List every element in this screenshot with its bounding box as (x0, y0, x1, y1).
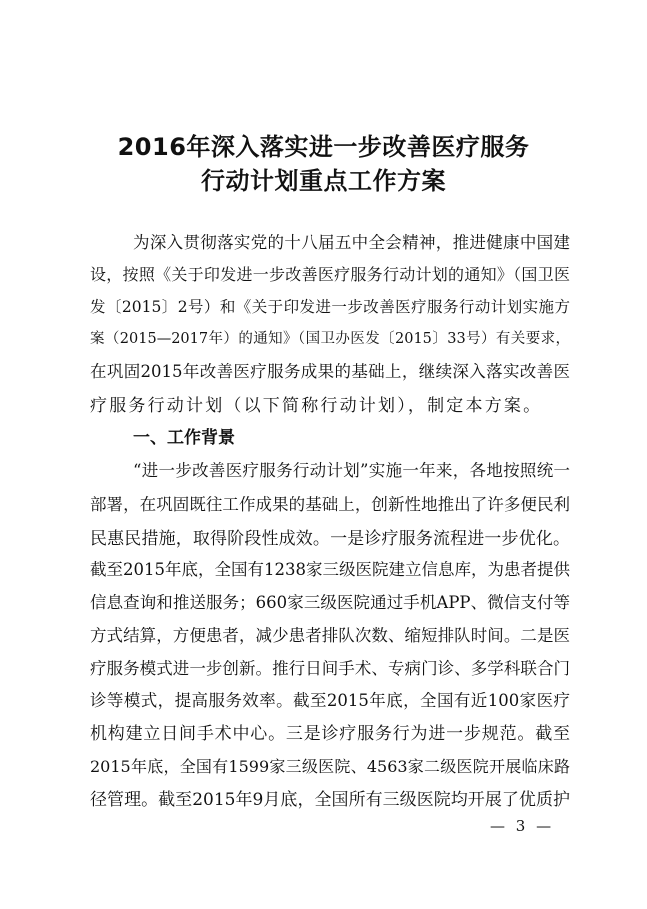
section-heading: 一、工作背景 (133, 428, 235, 448)
paragraph-2-line: 截至2015年底，全国有1238家三级医院建立信息库，为患者提供 (90, 560, 570, 579)
paragraph-2-line: 疗服务模式进一步创新。推行日间手术、专病门诊、多学科联合门 (90, 659, 570, 678)
paragraph-2-line: 民惠民措施，取得阶段性成效。一是诊疗服务流程进一步优化。 (90, 529, 570, 549)
paragraph-1-line: 为深入贯彻落实党的十八届五中全会精神，推进健康中国建 (133, 233, 570, 252)
paragraph-2-line: 机构建立日间手术中心。三是诊疗服务行为进一步规范。截至 (90, 724, 570, 744)
document-title-line-2: 行动计划重点工作方案 (201, 167, 446, 195)
paragraph-2-line: 径管理。截至2015年9月底，全国所有三级医院均开展了优质护 (90, 790, 570, 810)
page-number: — 3 — (490, 817, 555, 835)
paragraph-2-line: 方式结算，方便患者，减少患者排队次数、缩短排队时间。二是医 (90, 626, 570, 645)
paragraph-1-line: 设，按照《关于印发进一步改善医疗服务行动计划的通知》（国卫医 (90, 265, 570, 284)
paragraph-2-line: 2015年底，全国有1599家三级医院、4563家二级医院开展临床路 (90, 757, 570, 776)
paragraph-2-line: 信息查询和推送服务；660家三级医院通过手机APP、微信支付等 (90, 593, 570, 612)
paragraph-1-line: 疗服务行动计划（以下简称行动计划），制定本方案。 (90, 396, 543, 416)
paragraph-1-line: 发〔2015〕2号）和《关于印发进一步改善医疗服务行动计划实施方 (90, 298, 570, 316)
paragraph-1-line: 案（2015—2017年）的通知》（国卫办医发〔2015〕33号）有关要求， (90, 331, 570, 347)
paragraph-2-line: 部署，在巩固既往工作成果的基础上，创新性地推出了许多便民利 (90, 495, 570, 514)
paragraph-1-line: 在巩固2015年改善医疗服务成果的基础上，继续深入落实改善医 (90, 362, 570, 381)
document-title-line-1: 2016年深入落实进一步改善医疗服务 (117, 133, 530, 161)
paragraph-2-line: “进一步改善医疗服务行动计划”实施一年来，各地按照统一 (133, 461, 570, 480)
paragraph-2-line: 诊等模式，提高服务效率。截至2015年底，全国有近100家医疗 (90, 691, 570, 710)
